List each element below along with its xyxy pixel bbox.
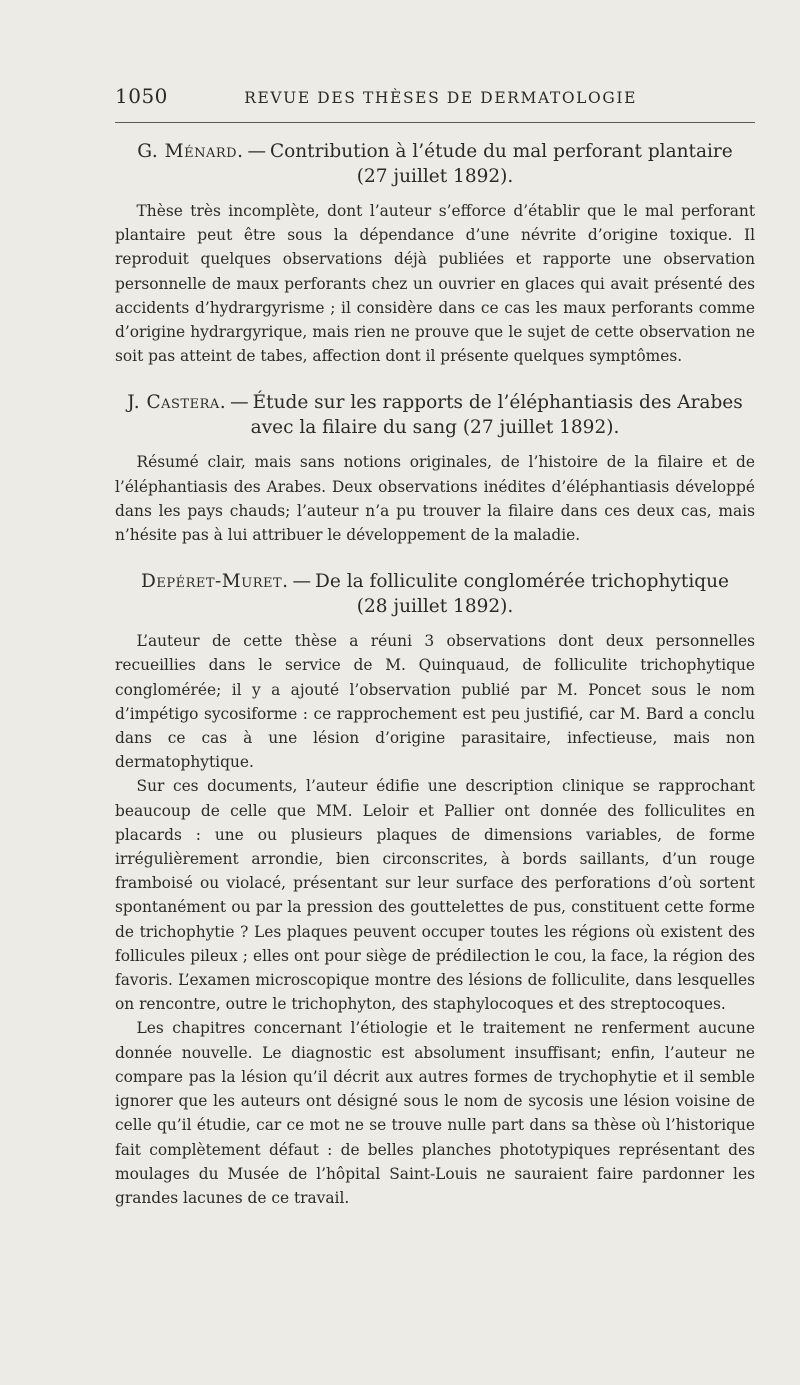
- entry-paragraph: Sur ces documents, l’auteur édifie une description clinique se rapprochant beaucoup de celle que MM. Leloir et Pallier ont donnée des folliculites en placards : une ou plusieurs plaques de dimensions variables, de forme irrégulièrement arrondie, bien circonscrites, à bords saillants, d’un rouge framboisé ou violacé, présentant sur leur surface des perforations d’où sortent spontanément ou par la pression des gouttelettes de pus, constituent cette forme de trichophytie ? Les plaques peuvent occuper toutes les régions où existent des follicules pileux ; elles ont pour siège de prédilection le cou, la face, la région des favoris. L’examen microscopique montre des lésions de folliculite, dans lesquelles on rencontre, outre le trichophyton, des staphylocoques et des streptocoques.: [115, 777, 755, 1014]
- entry-title-line2: (28 juillet 1892).: [356, 596, 514, 618]
- thesis-entry: [115, 139, 755, 368]
- running-title: REVUE DES THÈSES DE DERMATOLOGIE: [244, 89, 637, 107]
- entry-author: J. Castera.: [127, 392, 227, 414]
- entry-heading: [115, 569, 755, 619]
- em-dash: —: [292, 571, 312, 593]
- em-dash: —: [230, 392, 249, 414]
- page: [115, 84, 755, 1232]
- entry-author: G. Ménard.: [137, 141, 244, 162]
- entry-title-line1: Étude sur les rapports de l’éléphantiasis des Arabes: [252, 392, 743, 414]
- entry-title-line2: (27 juillet 1892).: [356, 166, 514, 187]
- em-dash: —: [247, 141, 266, 162]
- entry-author: Depéret-Muret.: [141, 571, 289, 593]
- page-number: 1050: [115, 84, 168, 108]
- thesis-entry: [115, 390, 755, 547]
- entry-paragraph: Résumé clair, mais sans notions originales, de l’histoire de la filaire et de l’éléphantiasis des Arabes. Deux observations inédites d’éléphantiasis développé dans les pays chauds; l’auteur n’a pu trouver la filaire dans ces deux cas, mais n’hésite pas à lui attribuer le développement de la maladie.: [115, 453, 755, 545]
- entry-heading: [115, 390, 755, 440]
- entry-title-line1: Contribution à l’étude du mal perforant plantaire: [269, 141, 733, 162]
- entry-title-line1: De la folliculite conglomérée trichophytique: [315, 571, 729, 593]
- entry-title-line2: avec la filaire du sang (27 juillet 1892).: [250, 417, 620, 439]
- page-header: [115, 84, 755, 114]
- entry-paragraph: Les chapitres concernant l’étiologie et le traitement ne renferment aucune donnée nouvelle. Le diagnostic est absolument insuffisant; enfin, l’auteur ne compare pas la lésion qu’il décrit aux autres formes de trychophytie et il semble ignorer que les auteurs ont désigné sous le nom de sycosis une lésion voisine de celle qu’il étudie, car ce mot ne se trouve nulle part dans sa thèse où l’historique fait complètement défaut : de belles planches phototypiques représentant des moulages du Musée de l’hôpital Saint-Louis ne sauraient faire pardonner les grandes lacunes de ce travail.: [115, 1019, 755, 1207]
- header-rule: [115, 122, 755, 123]
- entry-heading: [115, 139, 755, 189]
- entry-paragraph: Thèse très incomplète, dont l’auteur s’efforce d’établir que le mal perforant plantaire peut être sous la dépendance d’une névrite d’origine toxique. Il reproduit quelques observations déjà publiées et rapporte une observation personnelle de maux perforants chez un ouvrier en glaces qui avait présenté des accidents d’hydrargyrisme ; il considère dans ce cas les maux perforants comme d’origine hydrargyrique, mais rien ne prouve que le sujet de cette observation ne soit pas atteint de tabes, affection dont il présente quelques symptômes.: [115, 202, 755, 366]
- entry-paragraph: L’auteur de cette thèse a réuni 3 observations dont deux personnelles recueillies dans le service de M. Quinquaud, de folliculite trichophytique conglomérée; il y a ajouté l’observation publié par M. Poncet sous le nom d’impétigo sycosiforme : ce rapprochement est peu justifié, car M. Bard a conclu dans ce cas à une lésion d’origine parasitaire, infectieuse, mais non dermatophytique.: [115, 632, 755, 772]
- thesis-entry: [115, 569, 755, 1210]
